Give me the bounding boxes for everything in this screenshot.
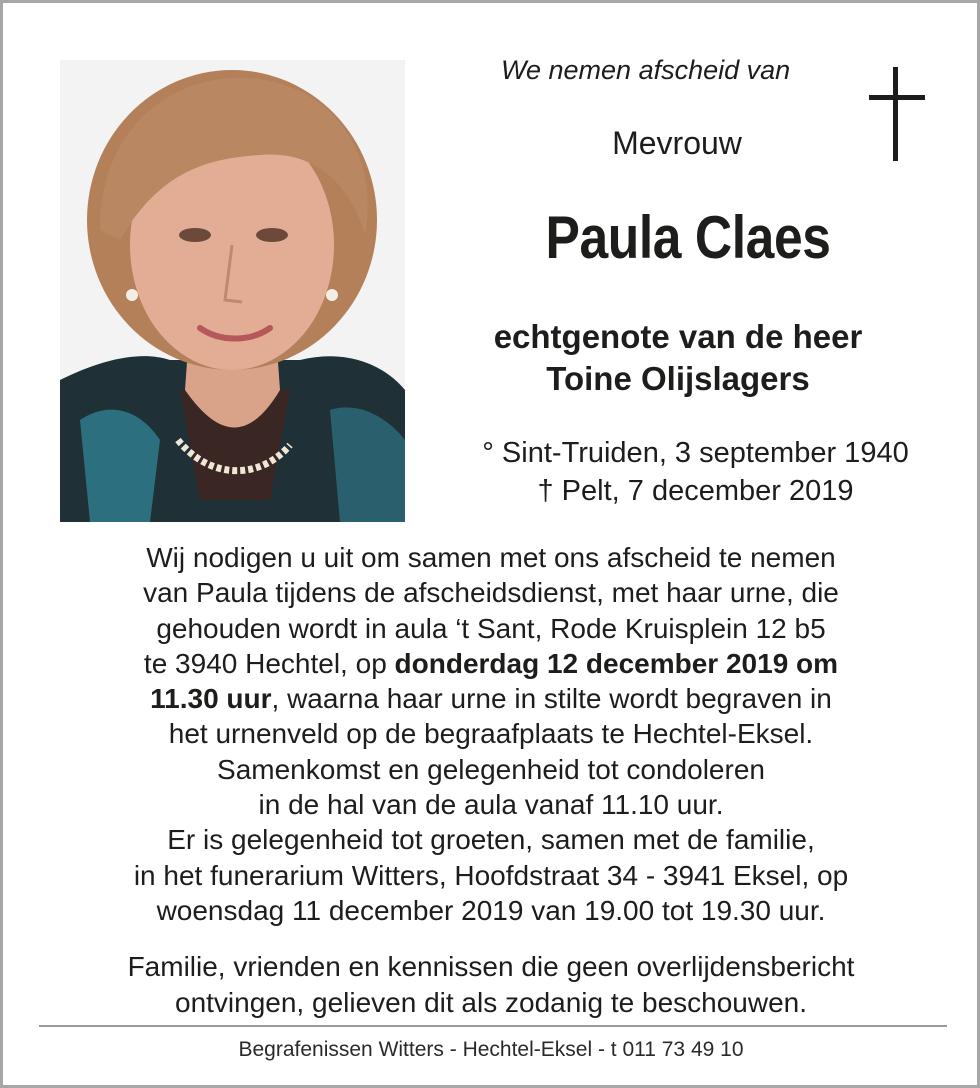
life-dates bbox=[423, 434, 968, 510]
body-line: Er is gelegenheid tot groeten, samen met de familie, bbox=[167, 824, 815, 856]
body-line: van Paula tijdens de afscheidsdienst, met haar urne, die bbox=[143, 577, 839, 609]
birth-date: ° Sint-Truiden, 3 september 1940 bbox=[482, 437, 909, 469]
body-line bbox=[33, 646, 949, 681]
service-date: donderdag 12 december 2019 om bbox=[394, 647, 839, 679]
closing-note bbox=[33, 949, 949, 1020]
body-line: het urnenveld op de begraafplaats te Hechtel-Eksel. bbox=[168, 718, 814, 750]
service-time: 11.30 uur bbox=[150, 683, 272, 715]
spouse-line-2: Toine Olijslagers bbox=[546, 360, 810, 397]
body-line: gehouden wordt in aula ‘t Sant, Rode Kruisplein 12 b5 bbox=[156, 612, 826, 644]
closing-line: ontvingen, gelieven dit als zodanig te beschouwen. bbox=[175, 986, 807, 1018]
funeral-home-footer: Begrafenissen Witters - Hechtel-Eksel - t 011 73 49 10 bbox=[238, 1038, 744, 1061]
deceased-name: Paula Claes bbox=[545, 204, 831, 271]
death-date: † Pelt, 7 december 2019 bbox=[537, 475, 854, 507]
body-text: , waarna haar urne in stilte wordt begraven in bbox=[271, 683, 832, 715]
divider bbox=[39, 1025, 947, 1027]
intro-text: We nemen afscheid van bbox=[501, 55, 791, 85]
title-word: Mevrouw bbox=[612, 125, 742, 161]
spouse-info bbox=[423, 316, 933, 400]
body-line: in het funerarium Witters, Hoofdstraat 34 - 3941 Eksel, op bbox=[133, 859, 849, 891]
body-line bbox=[33, 681, 949, 716]
body-text: te 3940 Hechtel, op bbox=[143, 647, 395, 679]
body-line: woensdag 11 december 2019 van 19.00 tot 19.30 uur. bbox=[156, 894, 826, 926]
portrait-photo bbox=[60, 60, 405, 522]
body-line: in de hal van de aula vanaf 11.10 uur. bbox=[258, 789, 724, 821]
service-details bbox=[33, 540, 949, 928]
body-line: Samenkomst en gelegenheid tot condoleren bbox=[217, 753, 765, 785]
body-line: Wij nodigen u uit om samen met ons afscheid te nemen bbox=[146, 542, 836, 573]
closing-line: Familie, vrienden en kennissen die geen overlijdensbericht bbox=[127, 951, 855, 982]
spouse-line-1: echtgenote van de heer bbox=[493, 318, 863, 355]
